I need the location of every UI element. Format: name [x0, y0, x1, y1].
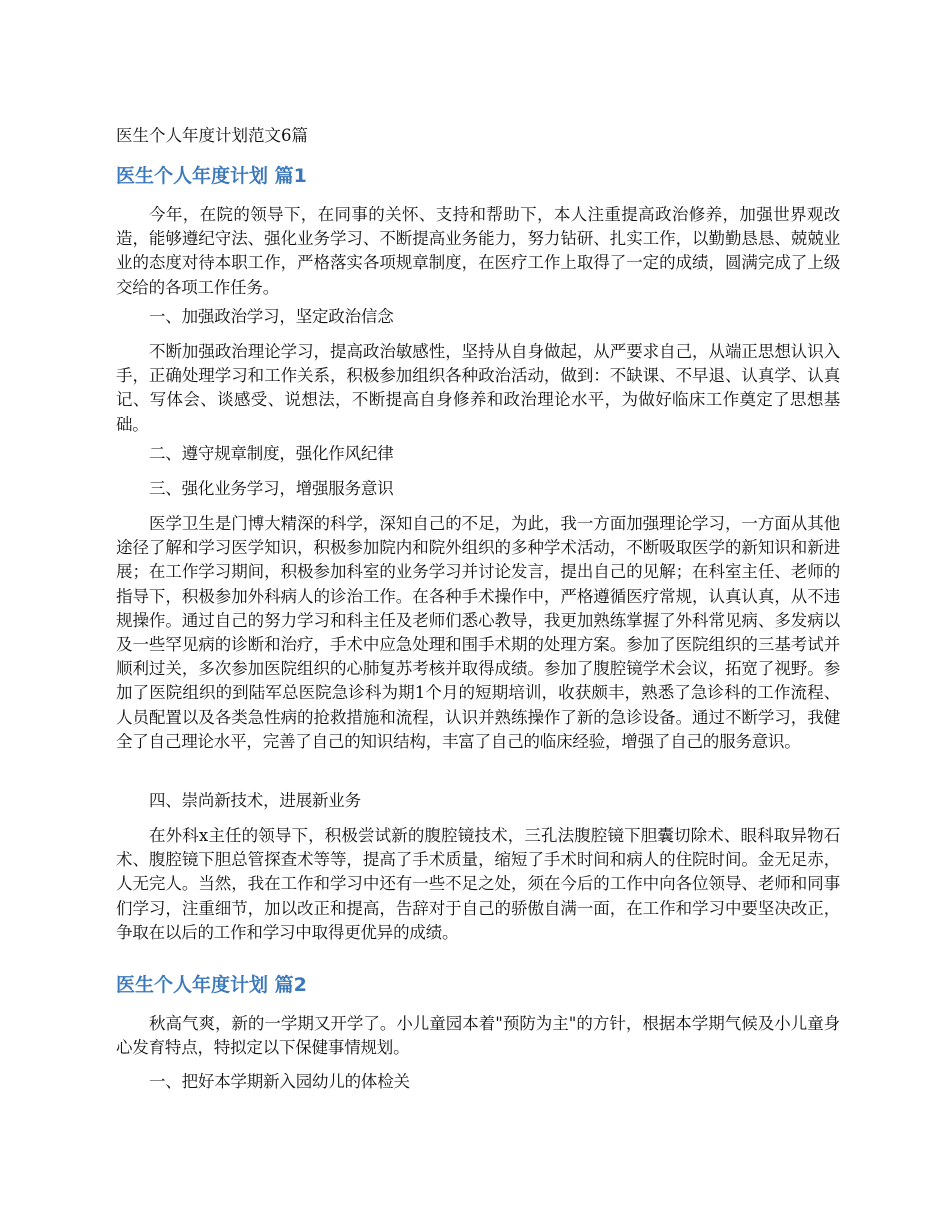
paragraph: 在外科x主任的领导下，积极尝试新的腹腔镜技术，三孔法腹腔镜下胆囊切除术、眼科取异物石术、腹腔镜下胆总管探查术等等，提高了手术质量，缩短了手术时间和病人的住院时间。金无足赤，人无完人。当然，我在工作和学习中还有一些不足之处，须在今后的工作中向各位领导、老师和同事们学习，注重细节，加以改正和提高，告辞对于自己的骄傲自满一面，在工作和学习中要坚决改正，争取在以后的工作和学习中取得更优异的成绩。	[116, 826, 840, 942]
paragraph: 二、遵守规章制度，强化作风纪律	[149, 444, 394, 463]
paragraph: 今年，在院的领导下，在同事的关怀、支持和帮助下，本人注重提高政治修养，加强世界观改造，能够遵纪守法、强化业务学习、不断提高业务能力，努力钻研、扎实工作，以勤勤恳恳、兢兢业业的态度对待本职工作，严格落实各项规章制度，在医疗工作上取得了一定的成绩，圆满完成了上级交给的各项工作任务。	[116, 205, 840, 297]
paragraph: 秋高气爽，新的一学期又开学了。小儿童园本着"预防为主"的方针，根据本学期气候及小儿童身心发育特点，特拟定以下保健事情规划。	[116, 1014, 840, 1058]
document-title: 医生个人年度计划范文6篇	[116, 126, 308, 145]
paragraph: 医学卫生是门博大精深的科学，深知自己的不足，为此，我一方面加强理论学习，一方面从其他途径了解和学习医学知识，积极参加院内和院外组织的多种学术活动，不断吸取医学的新知识和新进展；在工作学习期间，积极参加科室的业务学习并讨论发言，提出自己的见解；在科室主任、老师的指导下，积极参加外科病人的诊治工作。在各种手术操作中，严格遵循医疗常规，认真认真，从不违规操作。通过自己的努力学习和科主任及老师们悉心教导，我更加熟练掌握了外科常见病、多发病以及一些罕见病的诊断和治疗，手术中应急处理和围手术期的处理方案。参加了医院组织的三基考试并顺利过关，多次参加医院组织的心肺复苏考核并取得成绩。参加了腹腔镜学术会议，拓宽了视野。参加了医院组织的到陆军总医院急诊科为期1个月的短期培训，收获颇丰，熟悉了急诊科的工作流程、人员配置以及各类急性病的抢救措施和流程，认识并熟练操作了新的急诊设备。通过不断学习，我健全了自己理论水平，完善了自己的知识结构，丰富了自己的临床经验，增强了自己的服务意识。	[116, 514, 840, 751]
paragraph: 一、加强政治学习，坚定政治信念	[149, 307, 394, 326]
paragraph: 四、崇尚新技术，进展新业务	[149, 791, 361, 810]
paragraph: 三、强化业务学习，增强服务意识	[149, 479, 394, 498]
section-heading: 医生个人年度计划 篇2	[116, 974, 307, 996]
paragraph: 不断加强政治理论学习，提高政治敏感性，坚持从自身做起，从严要求自己，从端正思想认识入手，正确处理学习和工作关系，积极参加组织各种政治活动，做到：不缺课、不早退、认真学、认真记、写体会、谈感受、说想法，不断提高自身修养和政治理论水平，为做好临床工作奠定了思想基础。	[116, 342, 840, 434]
paragraph: 一、把好本学期新入园幼儿的体检关	[149, 1072, 410, 1091]
section-heading: 医生个人年度计划 篇1	[116, 165, 307, 187]
